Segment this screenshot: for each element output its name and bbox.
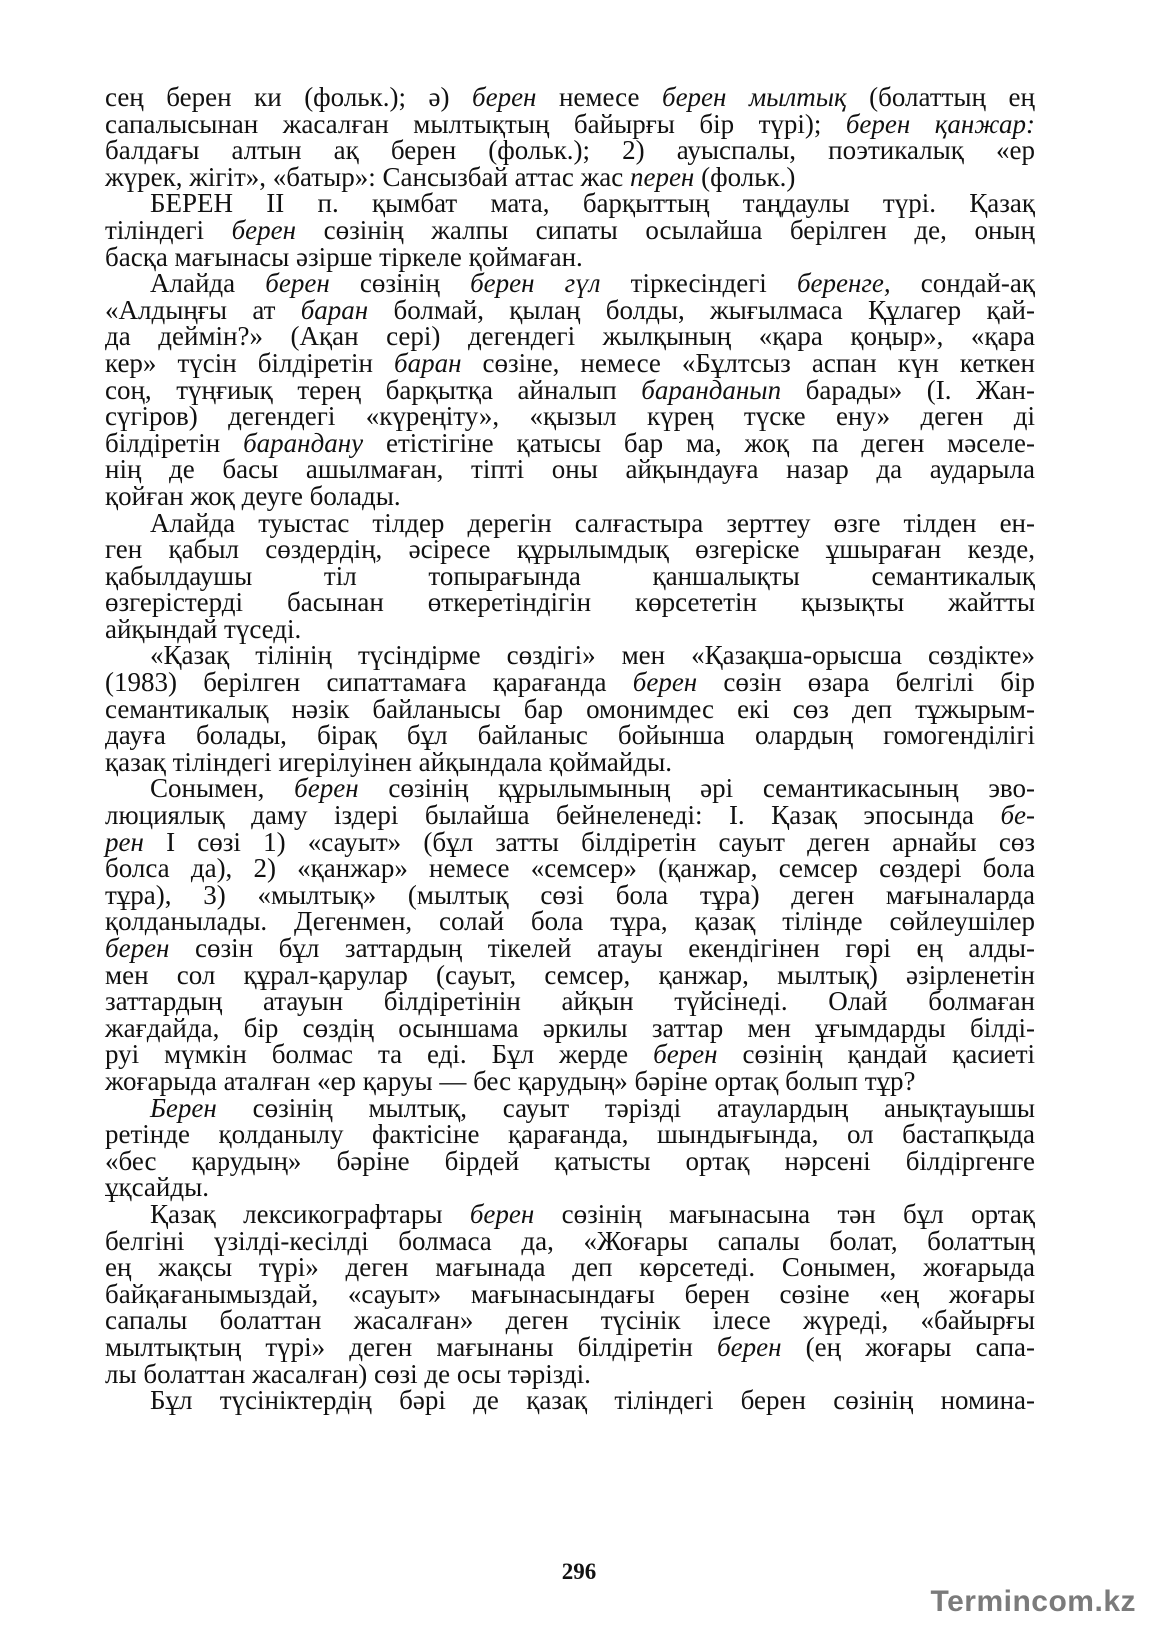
text-line: (1983) берілген сипаттамаға қарағанда берен сөзін өзара белгілі бір: [105, 667, 1035, 698]
text-line: болса да), 2) «қанжар» немесе «семсер» (қанжар, семсер сөздері бола: [105, 853, 1035, 884]
text-line: кер» түсін білдіретін баран сөзіне, немесе «Бұлтсыз аспан күн кеткен: [105, 347, 1035, 378]
text-line: Бұл түсініктердің бәрі де қазақ тіліндегі берен сөзінің номина-: [150, 1385, 1035, 1416]
text-line: жағдайда, бір сөздің осыншама әркилы заттар мен ұғымдарды білді-: [105, 1012, 1035, 1043]
text-line: да деймін?» (Ақан сері) дегендегі жылқының «қара қоңыр», «қара: [105, 321, 1035, 352]
text-line: ең жақсы түрі» деген мағынада деп көрсетеді. Сонымен, жоғарыда: [105, 1252, 1035, 1283]
text-line: заттардың атауын білдіретінін айқын түйсінеді. Олай болмаған: [105, 986, 1035, 1017]
text-line: Алайда берен сөзінің берен гүл тіркесіндегі беренге, сондай-ақ: [150, 268, 1035, 299]
text-line: берен сөзін бұл заттардың тікелей атауы екендігінен гөрі ең алды-: [105, 933, 1035, 963]
text-line: ретінде қолданылу фактісіне қарағанда, шындығында, ол бастапқыда: [105, 1119, 1035, 1150]
text-line: байқағанымыздай, «сауыт» мағынасындағы берен сөзіне «ең жоғары: [105, 1278, 1035, 1309]
text-line: сең берен ки (фольк.); ә) берен немесе берен мылтық (болаттың ең: [105, 82, 1035, 112]
text-line: Берен сөзінің мылтық, сауыт тәрізді атаулардың анықтауышы: [150, 1092, 1035, 1123]
text-line: қабылдаушы тіл топырағында қаншалықты семантикалық: [105, 560, 1035, 591]
text-line: семантикалық нәзік байланысы бар омонимдес екі сөз деп тұжырым-: [105, 693, 1035, 724]
text-line: өзгерістерді басынан өткеретіндігін көрсететін қызықты жайтты: [105, 587, 1035, 618]
text-line: тіліндегі берен сөзінің жалпы сипаты осылайша берілген де, оның: [105, 214, 1035, 245]
text-line: айқындай түседі.: [105, 613, 302, 644]
text-line: қойған жоқ деуге болады.: [105, 480, 401, 511]
text-line: жүрек, жігіт», «батыр»: Сансызбай аттас жас перен (фольк.): [105, 161, 796, 192]
watermark-logo: Termincom.kz: [930, 1585, 1136, 1618]
text-line: балдағы алтын ақ берен (фольк.); 2) ауыспалы, поэтикалық «ер: [105, 135, 1035, 166]
text-line: лы болаттан жасалған) сөзі де осы тәрізді.: [105, 1358, 591, 1389]
body-text: [105, 84, 1035, 1414]
text-line: білдіретін барандану етістігіне қатысы бар ма, жоқ па деген мәселе-: [105, 427, 1035, 458]
text-line: белгіні үзілді-кесілді болмаса да, «Жоғары сапалы болат, болаттың: [105, 1225, 1035, 1256]
text-line: рен І сөзі 1) «сауыт» (бұл затты білдіретін сауыт деген арнайы сөз: [105, 826, 1035, 857]
text-line: сапалысынан жасалған мылтықтың байырғы бір түрі); берен қанжар:: [105, 108, 1035, 139]
text-line: ұқсайды.: [105, 1172, 209, 1203]
text-line: «Қазақ тілінің түсіндірме сөздігі» мен «Қазақша-орысша сөздікте»: [150, 640, 1035, 671]
text-line: ген қабыл сөздердің, әсіресе құрылымдық өзгеріске ұшыраған кезде,: [105, 534, 1035, 565]
text-line: руі мүмкін болмас та еді. Бұл жерде берен сөзінің қандай қасиеті: [105, 1039, 1035, 1070]
text-line: Қазақ лексикографтары берен сөзінің мағынасына тән бұл ортақ: [150, 1198, 1035, 1229]
text-line: нің де басы ашылмаған, тіпті оны айқындауға назар да аударыла: [105, 454, 1035, 485]
page-number: 296: [561, 1559, 597, 1584]
text-line: қолданылады. Дегенмен, солай бола тұра, қазақ тілінде сөйлеушілер: [105, 906, 1035, 937]
text-line: люциялық даму іздері былайша бейнеленеді: І. Қазақ эпосында бе-: [105, 800, 1035, 831]
text-line: басқа мағынасы әзірше тіркеле қоймаған.: [105, 241, 583, 272]
text-line: тұра), 3) «мылтық» (мылтық сөзі бола тұра) деген мағыналарда: [105, 879, 1035, 910]
text-line: жоғарыда аталған «ер қаруы — бес қарудың» бәріне ортақ болып тұр?: [105, 1065, 916, 1096]
text-line: сапалы болаттан жасалған» деген түсінік ілесе жүреді, «байырғы: [105, 1305, 1035, 1336]
text-line: «бес қарудың» бәріне бірдей қатысты ортақ нәрсені білдіргенге: [105, 1145, 1035, 1176]
text-line: Сонымен, берен сөзінің құрылымының әрі семантикасының эво-: [150, 773, 1035, 804]
text-line: дауға болады, бірақ бұл байланыс бойынша олардың гомогенділігі: [105, 720, 1035, 751]
text-line: сүгіров) дегендегі «күреңіту», «қызыл күрең түске ену» деген ді: [105, 401, 1035, 432]
text-line: қазақ тіліндегі игерілуінен айқындала қоймайды.: [105, 746, 672, 777]
text-line: БЕРЕН II п. қымбат мата, барқыттың таңдаулы түрі. Қазақ: [150, 188, 1035, 219]
text-line: «Алдыңғы ат баран болмай, қылаң болды, жығылмаса Құлагер қай-: [105, 294, 1035, 325]
text-line: Алайда туыстас тілдер дерегін салғастыра зерттеу өзге тілден ен-: [150, 507, 1035, 538]
text-line: мылтықтың түрі» деген мағынаны білдіретін берен (ең жоғары сапа-: [105, 1331, 1035, 1362]
text-line: мен сол құрал-қарулар (сауыт, семсер, қанжар, мылтық) әзірленетін: [105, 959, 1035, 990]
text-line: соң, түңғиық терең барқытқа айналып баранданып барады» (І. Жан-: [105, 374, 1036, 405]
